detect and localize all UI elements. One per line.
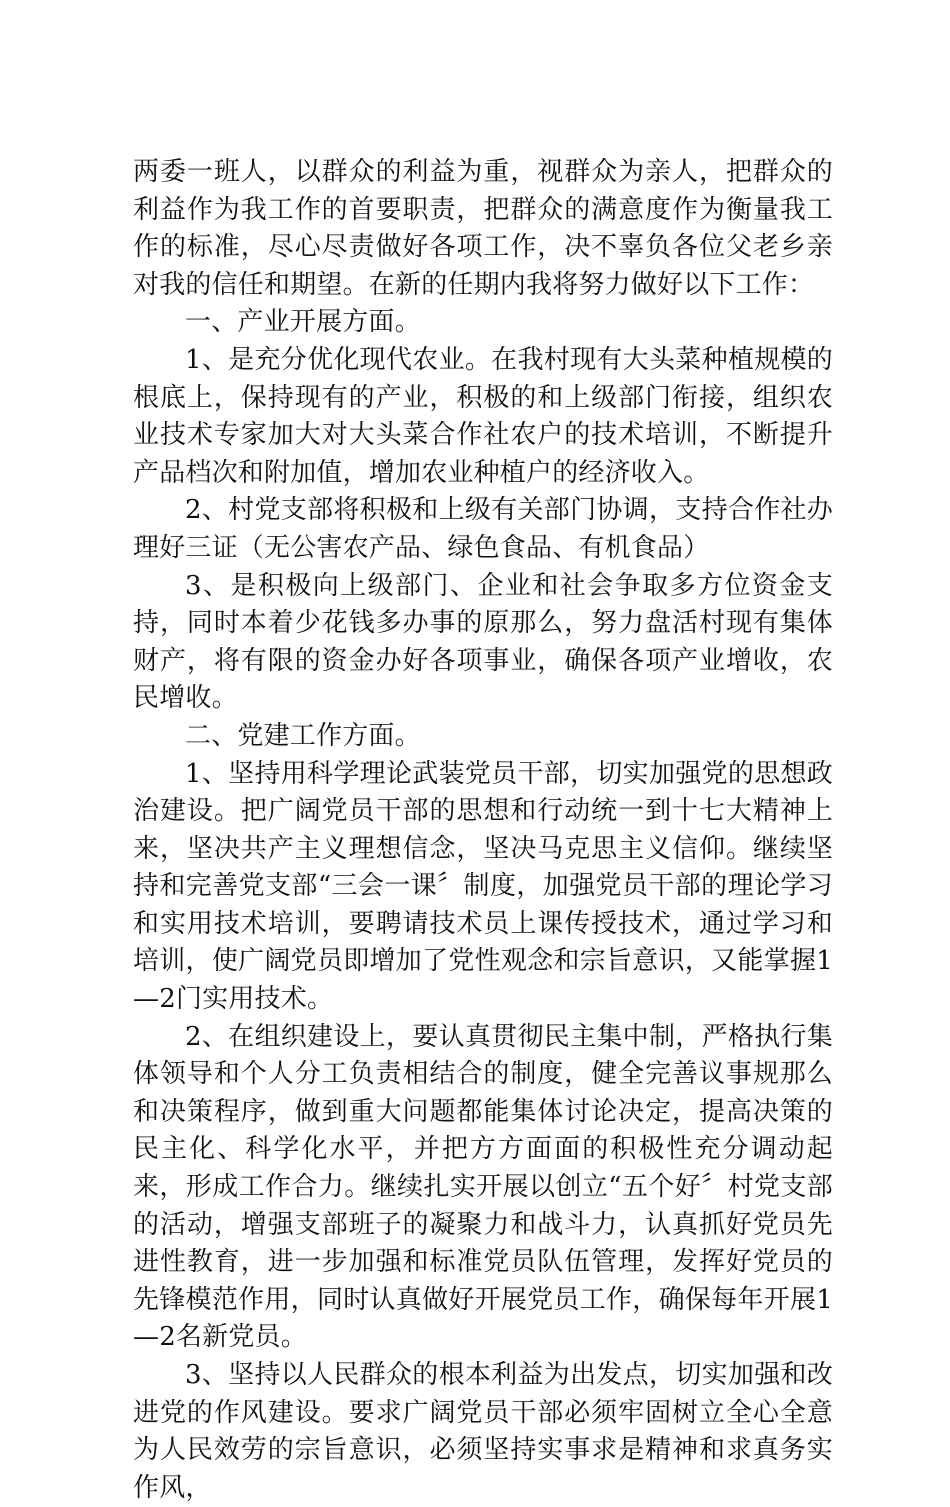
- paragraph-industry-item-2: 2、村党支部将积极和上级有关部门协调，支持合作社办理好三证（无公害农产品、绿色食品、有机食品）: [133, 495, 833, 563]
- paragraph-industry-item-1: 1、是充分优化现代农业。在我村现有大头菜种植规模的根底上，保持现有的产业，积极的和上级部门衔接，组织农业技术专家加大对大头菜合作社农户的技术培训，不断提升产品档次和附加值，增加农业种植户的经济收入。: [133, 344, 833, 488]
- paragraph-industry-item-3: 3、是积极向上级部门、企业和社会争取多方位资金支持，同时本着少花钱多办事的原那么，努力盘活村现有集体财产，将有限的资金办好各项事业，确保各项产业增收，农民增收。: [133, 570, 833, 714]
- heading-industry-development: 一、产业开展方面。: [185, 307, 421, 338]
- paragraph-party-item-3: 3、坚持以人民群众的根本利益为出发点，切实加强和改进党的作风建设。要求广阔党员干部必须牢固树立全心全意为人民效劳的宗旨意识，必须坚持实事求是精神和求真务实作风，: [133, 1360, 833, 1503]
- document-body: [133, 154, 833, 1507]
- paragraph-opening: 两委一班人，以群众的利益为重，视群众为亲人，把群众的利益作为我工作的首要职责，把群众的满意度作为衡量我工作的标准，尽心尽责做好各项工作，决不辜负各位父老乡亲对我的信任和期望。在新的任期内我将努力做好以下工作：: [133, 157, 833, 300]
- paragraph-party-item-2: 2、在组织建设上，要认真贯彻民主集中制，严格执行集体领导和个人分工负责相结合的制度，健全完善议事规那么和决策程序，做到重大问题都能集体讨论决定，提高决策的民主化、科学化水平，并把方方面面的积极性充分调动起来，形成工作合力。继续扎实开展以创立“五个好〞村党支部的活动，增强支部班子的凝聚力和战斗力，认真抓好党员先进性教育，进一步加强和标准党员队伍管理，发挥好党员的先锋模范作用，同时认真做好开展党员工作，确保每年开展1—2名新党员。: [133, 1021, 833, 1353]
- paragraph-party-item-1: 1、坚持用科学理论武装党员干部，切实加强党的思想政治建设。把广阔党员干部的思想和行动统一到十七大精神上来，坚决共产主义理想信念，坚决马克思主义信仰。继续坚持和完善党支部“三会一课〞制度，加强党员干部的理论学习和实用技术培训，要聘请技术员上课传授技术，通过学习和培训，使广阔党员即增加了党性观念和宗旨意识，又能掌握1—2门实用技术。: [133, 758, 833, 1015]
- heading-party-building: 二、党建工作方面。: [185, 720, 421, 751]
